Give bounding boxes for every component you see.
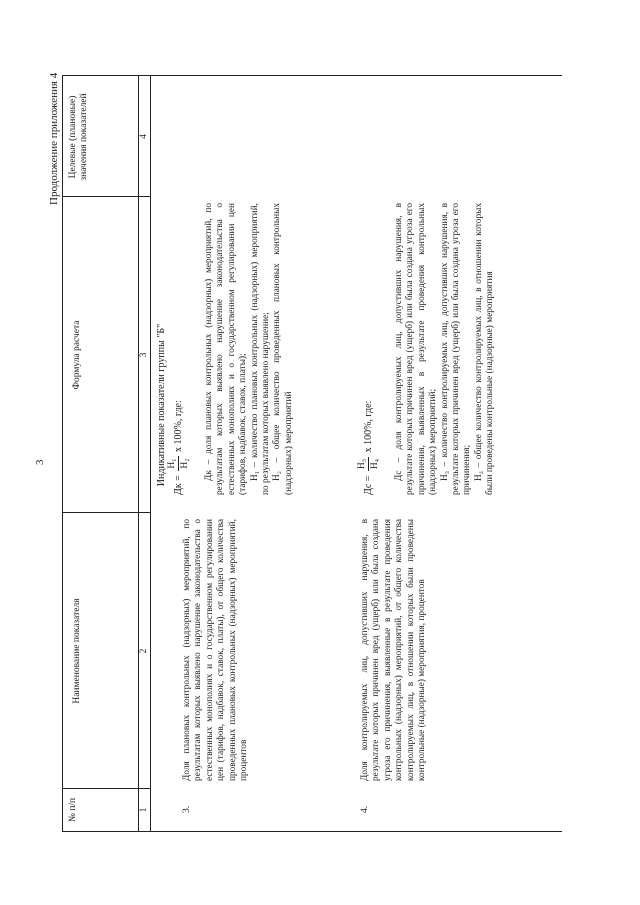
- definition-line: Н₁ – количество плановых контрольных (надзорных) мероприятий, по результатам которых выявлено нарушение;: [249, 203, 272, 495]
- column-divider-3: [62, 196, 150, 197]
- formula-expression: [166, 295, 196, 495]
- column-divider-1: [62, 788, 150, 789]
- formula-definitions: [394, 203, 497, 495]
- formula-numerator: Н₃: [357, 458, 367, 470]
- indicator-name: Доля контролируемых лиц, допустивших нарушения, в результате которых причинен вред (ущерб) или была создана угроза его причинения, выявленные в результате проведения контрольных (надзорных) мероприятий, от общего количества контролируемых лиц, в отношении которых были проведены контрольные (надзорные) мероприятия, процентов: [360, 519, 428, 781]
- definition-line: Дк – доля плановых контрольных (надзорных) мероприятий, по результатам которых выявлено нарушение законодательства о естественных монополиях и о государственном регулировании цен (тарифов, надбавок, ставок, платы);: [204, 203, 249, 495]
- formula-rhs: x 100%, где:: [172, 400, 184, 452]
- formula-denominator: Н₄: [370, 458, 380, 470]
- column-number-3: 3: [139, 352, 149, 358]
- formula-definitions: [204, 203, 295, 495]
- formula-denominator: Н₂: [180, 458, 190, 469]
- header-name: Наименование показателя: [72, 598, 82, 704]
- table-border-top: [62, 76, 63, 832]
- formula-rhs: x 100%, где:: [362, 400, 374, 453]
- section-title: Индикативные показатели группы "Б": [156, 323, 167, 487]
- formula-lhs: Дс =: [362, 475, 374, 495]
- column-number-1: 1: [139, 807, 149, 813]
- header-target: Целевые (плановые) значения показателей: [68, 93, 89, 181]
- column-numbers-separator: [150, 76, 151, 832]
- formula-fraction: [166, 456, 191, 470]
- column-number-2: 2: [139, 648, 149, 654]
- definition-line: Н₂ – общее количество проведенных плановых контрольных (надзорных) мероприятий: [272, 203, 294, 495]
- table-border-right: [62, 75, 562, 76]
- column-divider-2: [62, 512, 150, 513]
- formula-lhs: Дк =: [172, 475, 184, 495]
- column-number-4: 4: [139, 134, 149, 139]
- formula-expression: [356, 295, 386, 495]
- table-border-left: [62, 831, 562, 832]
- row-number: 3.: [182, 805, 192, 813]
- row-number: 4.: [360, 805, 370, 813]
- definition-line: Н₄ – общее количество контролируемых лиц, в отношении которых были проведены контрольные (надзорные) мероприятия: [473, 203, 496, 495]
- page-number: 3: [34, 459, 46, 465]
- continuation-label: Продолжение приложения 4: [48, 72, 60, 205]
- formula-numerator: Н₁: [167, 458, 177, 469]
- definition-line: Дс – доля контролируемых лиц, допустивших нарушения, в результате которых причинен вред (ущерб) или была создана угроза его причинения, выявленных в результате проведения контрольных (надзорных) мероприятий;: [394, 203, 439, 495]
- formula-fraction: [356, 457, 381, 471]
- header-number: № п/п: [68, 797, 78, 823]
- header-formula: Формула расчета: [72, 320, 82, 390]
- indicator-name: Доля плановых контрольных (надзорных) мероприятий, по результатам которых выявлено нарушение законодательства о естественных монополиях и о государственном регулировании цен (тарифов, надбавок, ставок, платы), от общего количества проведенных плановых контрольных (надзорных) мероприятий, процентов: [182, 519, 250, 781]
- definition-line: Н₃ – количество контролируемых лиц, допустивших нарушения, в результате которых причинен вред (ущерб) или была создана угроза его причинения;: [439, 203, 473, 495]
